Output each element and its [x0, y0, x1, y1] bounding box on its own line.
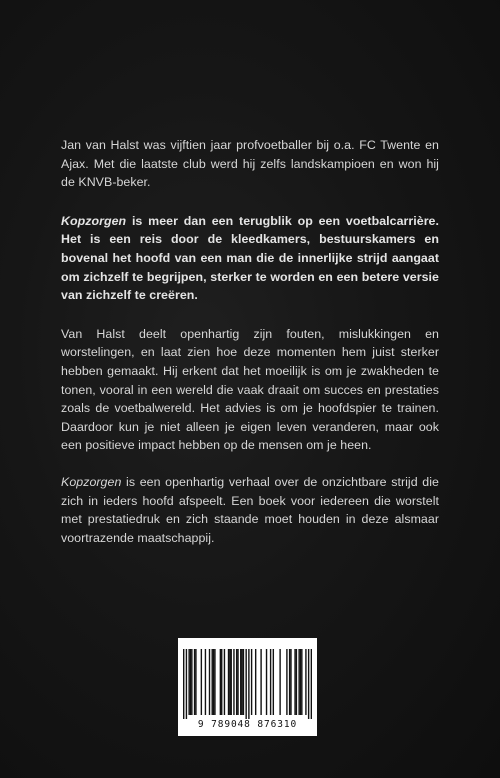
barcode-bar: [294, 649, 295, 715]
barcode-bar: [221, 649, 222, 715]
blurb-highlight-text: is meer dan een terugblik op een voetbalcarrière. Het is een reis door de kleedkamers, bestuurskamers en bovenal het hoofd van een man die de innerlijke strijd aangaat om zichzelf te begrijpen, sterker te worden en een betere versie van zichzelf te creëren.: [61, 213, 439, 303]
blurb-closing-text: is een openhartig verhaal over de onzichtbare strijd die zich in ieders hoofd afspeelt. Een boek voor iedereen die worstelt met prestatiedruk en zich staande moet houden in deze alsmaar voortrazende maatschappij.: [61, 474, 439, 545]
barcode-bar: [251, 649, 252, 715]
barcode-bars: [183, 649, 312, 719]
barcode-bar: [279, 649, 280, 715]
barcode-bar: [243, 649, 244, 715]
barcode-bar: [273, 649, 274, 715]
isbn-barcode: [178, 638, 317, 736]
barcode-bar: [201, 649, 202, 715]
barcode-bar: [248, 649, 249, 719]
barcode-bar: [298, 649, 299, 715]
barcode-bar: [195, 649, 196, 715]
barcode-bar: [240, 649, 241, 715]
barcode-bar: [188, 649, 189, 715]
barcode-bar: [212, 649, 213, 715]
barcode-bar: [270, 649, 271, 715]
barcode-bar: [296, 649, 297, 715]
blurb-closing-paragraph: [61, 473, 439, 547]
barcode-bar: [255, 649, 256, 715]
barcode-bar: [186, 649, 187, 719]
barcode-bar: [190, 649, 191, 715]
barcode-bar: [209, 649, 210, 715]
barcode-bar: [241, 649, 242, 715]
barcode-bar: [213, 649, 214, 715]
barcode-bar: [266, 649, 267, 715]
barcode-bar: [290, 649, 291, 715]
barcode-bar: [311, 649, 312, 719]
barcode-bar: [220, 649, 221, 715]
barcode-bar: [183, 649, 184, 719]
isbn-number: 9 789048 876310: [197, 719, 298, 730]
barcode-bar: [231, 649, 232, 715]
barcode-bar: [214, 649, 215, 715]
book-title-emphasis-2: Kopzorgen: [61, 474, 122, 489]
barcode-bar: [237, 649, 238, 715]
blurb-body-paragraph: Van Halst deelt openhartig zijn fouten, mislukkingen en worstelingen, en laat zien hoe deze momenten hem juist sterker hebben gemaakt. Hij erkent dat het moeilijk is om je zwakheden te tonen, vooral in een wereld die vaak draait om succes en prestaties zoals de voetbalwereld. Het advies is om je hoofdspier te trainen. Daardoor kun je niet alleen je eigen leven veranderen, maar ook een positieve impact hebben op de mensen om je heen.: [61, 326, 439, 453]
barcode-bar: [191, 649, 192, 715]
barcode-bar: [229, 649, 230, 715]
barcode-bar: [305, 649, 306, 715]
barcode-bar: [228, 649, 229, 715]
barcode-bar: [236, 649, 237, 715]
barcode-bar: [245, 649, 246, 719]
barcode-bar: [224, 649, 225, 715]
barcode-bar: [205, 649, 206, 715]
barcode-bar: [300, 649, 301, 715]
barcode-bar: [233, 649, 234, 715]
barcode-bar: [194, 649, 195, 715]
barcode-bar: [286, 649, 287, 715]
back-cover-blurb: [61, 136, 439, 565]
barcode-bar: [260, 649, 261, 715]
barcode-bar: [289, 649, 290, 715]
barcode-bar: [301, 649, 302, 715]
blurb-highlight-paragraph: [61, 212, 439, 305]
blurb-intro-paragraph: Jan van Halst was vijftien jaar profvoetballer bij o.a. FC Twente en Ajax. Met die laatste club werd hij zelfs landskampioen en won hij de KNVB-beker.: [61, 138, 439, 190]
book-title-emphasis: Kopzorgen: [61, 213, 127, 228]
barcode-bar: [308, 649, 309, 719]
